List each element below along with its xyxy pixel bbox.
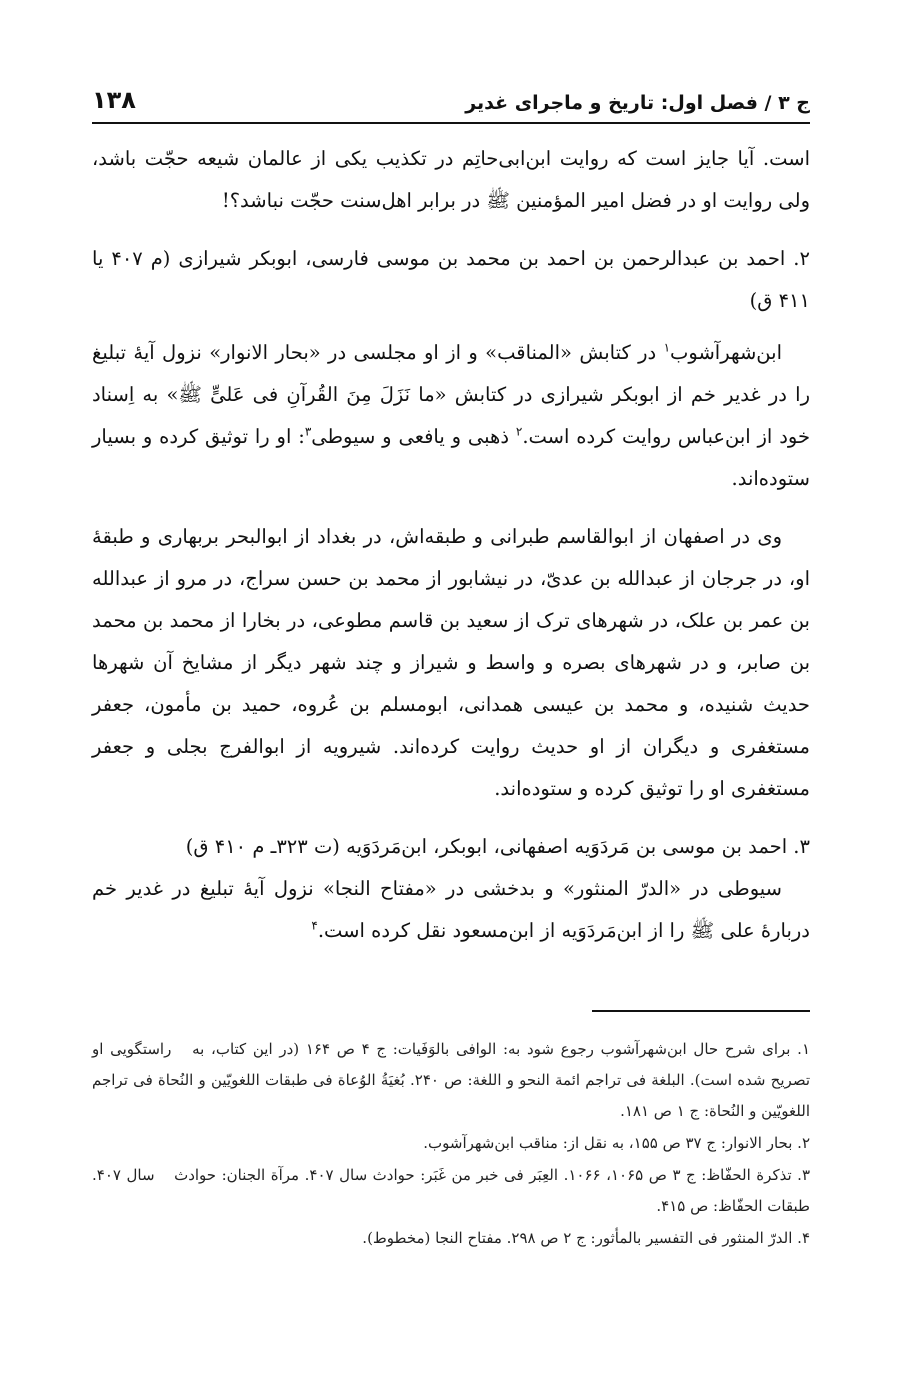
paragraph-1: است. آیا جایز است که روایت ابن‌ابی‌حاتِم در تکذیب یکی از عالمان شیعه حجّت باشد، ولی روایت او در فضل امیر المؤمنین ﷺ در برابر اهل‌سنت حجّت نباشد؟! — [92, 147, 810, 212]
text-run: ابن‌شهرآشوب — [670, 341, 782, 364]
main-text — [92, 138, 810, 952]
item-2-paragraph-1 — [92, 332, 810, 500]
item-2-paragraph-2: وی در اصفهان از ابوالقاسم طبرانی و طبقه‌اش، در بغداد از ابوالبحر بربهاری و طبقهٔ او، در جرجان از عبدالله بن عدیّ، در نیشابور از محمد بن حسن سراج، در مرو از عبدالله بن عمر بن علک، در شهرهای ترک از سعید بن قاسم مطوعی، در بخارا از محمد بن محمد بن صابر، و در شهرهای بصره و واسط و شیراز و چند شهر دیگر از مشایخ آن شهرها حدیث شنیده، و محمد بن عیسی همدانی، ابومسلم بن عُروه، حمید بن مأمون، جعفر مستغفری و دیگران از او حدیث روایت کرده‌اند. شیرویه از ابوالفرج بجلی و جعفر مستغفری او را توثیق کرده و ستوده‌اند. — [92, 525, 811, 800]
book-page — [92, 0, 810, 1390]
footnote-ref-1[interactable]: ۱ — [663, 340, 671, 355]
footnote-3 — [92, 1160, 810, 1222]
item-3-heading: ۳. احمد بن موسی بن مَردَوَیه اصفهانی، ابوبکر، ابن‌مَردَوَیه (ت ۳۲۳ـ م ۴۱۰ ق) — [185, 835, 810, 858]
footnote-1-continuation: راستگویی او تصریح شده است). البلغة فی تراجم ائمة النحو و اللغة: ص ۲۴۰. بُغیَةُ الوُعاة فی طبقات اللغویّین و النُحاة فی تراجم اللغویّین و النُحاة: ج ۱ ص ۱۸۱. — [92, 1040, 811, 1120]
footnotes — [92, 1034, 810, 1255]
text-run: سیوطی در «الدرّ المنثور» و بدخشی در «مفتاح النجا» نزول آیهٔ تبلیغ در غدیر خم دربارهٔ علی ﷺ را از ابن‌مَردَوَیه از ابن‌مسعود نقل کرده است. — [92, 877, 810, 942]
running-title: ج ۳ / فصل اول: تاریخ و ماجرای غدیر — [465, 92, 810, 114]
item-3-paragraph-1 — [92, 868, 810, 952]
item-2-heading: ۲. احمد بن عبدالرحمن بن احمد بن محمد بن موسی فارسی، ابوبکر شیرازی (م ۴۰۷ یا ۴۱۱ ق) — [92, 247, 810, 312]
footnote-1 — [92, 1034, 810, 1127]
footnote-ref-4[interactable]: ۴ — [311, 918, 318, 933]
page-number: ۱۳۸ — [92, 86, 136, 114]
footnote-ref-3[interactable]: ۳ — [304, 424, 312, 439]
footnote-4: ۴. الدرّ المنثور فی التفسیر بالمأثور: ج ۲ ص ۲۹۸. مفتاح النجا (مخطوط). — [362, 1229, 810, 1247]
footnote-1-line: ۱. برای شرح حال ابن‌شهرآشوب رجوع شود به: الوافی بالوَفَیات: ج ۴ ص ۱۶۴ (در این کتاب، به — [192, 1040, 810, 1058]
footnote-separator — [592, 1010, 810, 1012]
footnote-2: ۲. بحار الانوار: ج ۳۷ ص ۱۵۵، به نقل از: مناقب ابن‌شهرآشوب. — [423, 1134, 810, 1152]
footnote-3-continuation: سال ۴۰۷. طبقات الحفّاظ: ص ۴۱۵. — [92, 1166, 810, 1215]
text-run: : او را توثیق کرده و بسیار ستوده‌اند. — [92, 425, 810, 490]
text-run: در کتابش «المناقب» و از او مجلسی در «بحار الانوار» نزول آیهٔ تبلیغ را در غدیر خم از ابوبکر شیرازی در کتابش «ما نَزَلَ مِنَ القُرآنِ فی عَلیٍّ ﷺ» به اِسناد خود از ابن‌عباس روایت کرده است. — [92, 341, 811, 448]
footnote-ref-2[interactable]: ۲ — [515, 424, 523, 439]
footnote-3-line: ۳. تذکرة الحفّاظ: ج ۳ ص ۱۰۶۵، ۱۰۶۶. العِبَر فی خبر من غَبَر: حوادث سال ۴۰۷. مرآة الجنان: حوادث — [174, 1166, 810, 1184]
page-header — [92, 70, 810, 124]
text-run: ذهبی و یافعی و سیوطی — [311, 425, 516, 448]
